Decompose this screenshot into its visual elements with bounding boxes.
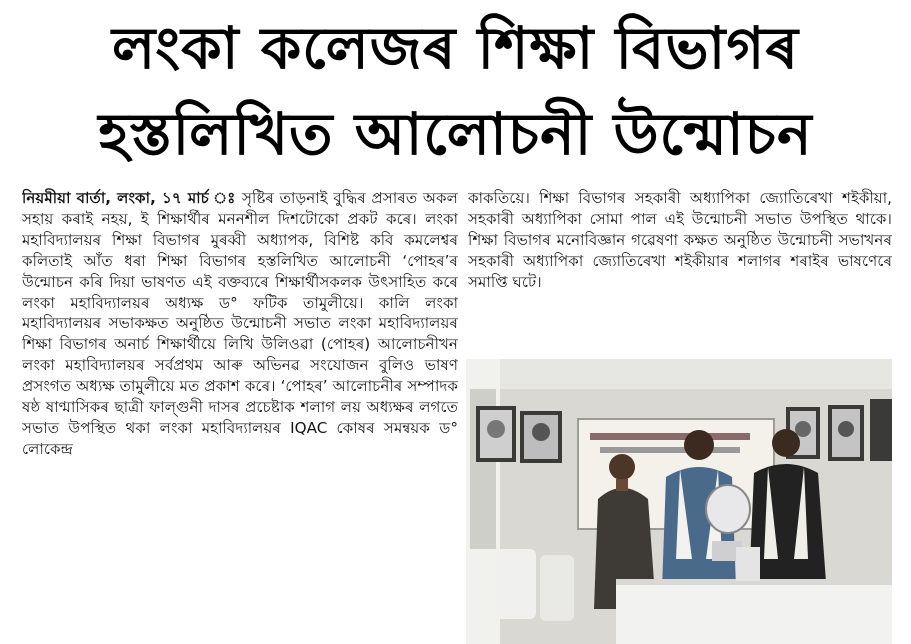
headline-line-1: লংকা কলেজৰ শিক্ষা বিভাগৰ bbox=[111, 14, 800, 82]
event-photo-illustration bbox=[466, 359, 892, 644]
article-column-right bbox=[468, 188, 892, 358]
article-column-left bbox=[22, 188, 458, 644]
headline-line-2: হস্তলিখিত আলোচনী উন্মোচন bbox=[98, 100, 813, 168]
article-body-left: সৃষ্টিৰ তাড়নাই বুদ্ধিৰ প্ৰসাৰত অকল সহায় কৰাই নহয়, ই শিক্ষাৰ্থীৰ মননশীল দিশটোকো প্ৰকট কৰে। লংকা মহাবিদ্যালয়ৰ শিক্ষা বিভাগৰ মুৰব্বী অধ্যাপক, বিশিষ্ট কবি কমলেশ্বৰ কলিতাই আঁত ধৰা শিক্ষা বিভাগৰ হস্তলিখিত আলোচনী ‘পোহৰ’ৰ উন্মোচন কৰি দিয়া ভাষণত এই বক্তব্যৰে শিক্ষাৰ্থীসকলক উৎসাহিত কৰে লংকা মহাবিদ্যালয়ৰ অধ্যক্ষ ড° ফটিক তামুলীয়ে। কালি লংকা মহাবিদ্যালয়ৰ সভাকক্ষত অনুষ্ঠিত উন্মোচনী সভাত লংকা মহাবিদ্যালয়ৰ শিক্ষা বিভাগৰ অনাৰ্চ শিক্ষাৰ্থীয়ে লিখি উলিওৱা (পোহৰ) আলোচনীখন লংকা মহাবিদ্যালয়ৰ সৰ্বপ্ৰথম আৰু অভিনৱ সংযোজন বুলিও ভাষণ প্ৰসংগত অধ্যক্ষ তামুলীয়ে মত প্ৰকাশ কৰে। ‘পোহৰ’ আলোচনীৰ সম্পাদক ষষ্ঠ ষাণ্মাসিকৰ ছাত্ৰী ফাল্গুনী দাসৰ প্ৰচেষ্টাক শলাগ লয় অধ্যক্ষৰ লগতে সভাত উপস্থিত থকা লংকা মহাবিদ্যালয়ৰ IQAC কোষৰ সমন্বয়ক ড° লোকেন্দ্ৰ bbox=[22, 189, 458, 458]
event-photo bbox=[466, 359, 892, 644]
dateline: নিয়মীয়া বাৰ্তা, লংকা, ১৭ মাৰ্চ ঃ bbox=[22, 189, 237, 207]
article-body-right: কাকতিয়ে। শিক্ষা বিভাগৰ সহকাৰী অধ্যাপিকা জ্যোতিৰেখা শইকীয়া, সহকাৰী অধ্যাপিকা সোমা পাল এই উন্মোচনী সভাত উপস্থিত থাকে। শিক্ষা বিভাগৰ মনোবিজ্ঞান গৱেষণা কক্ষত অনুষ্ঠিত উন্মোচনী সভাখনৰ সহকাৰী অধ্যাপিকা জ্যোতিৰেখা শইকীয়াৰ শলাগৰ শৰাইৰ ভাষণেৰে সমাপ্তি ঘটে। bbox=[468, 189, 892, 291]
